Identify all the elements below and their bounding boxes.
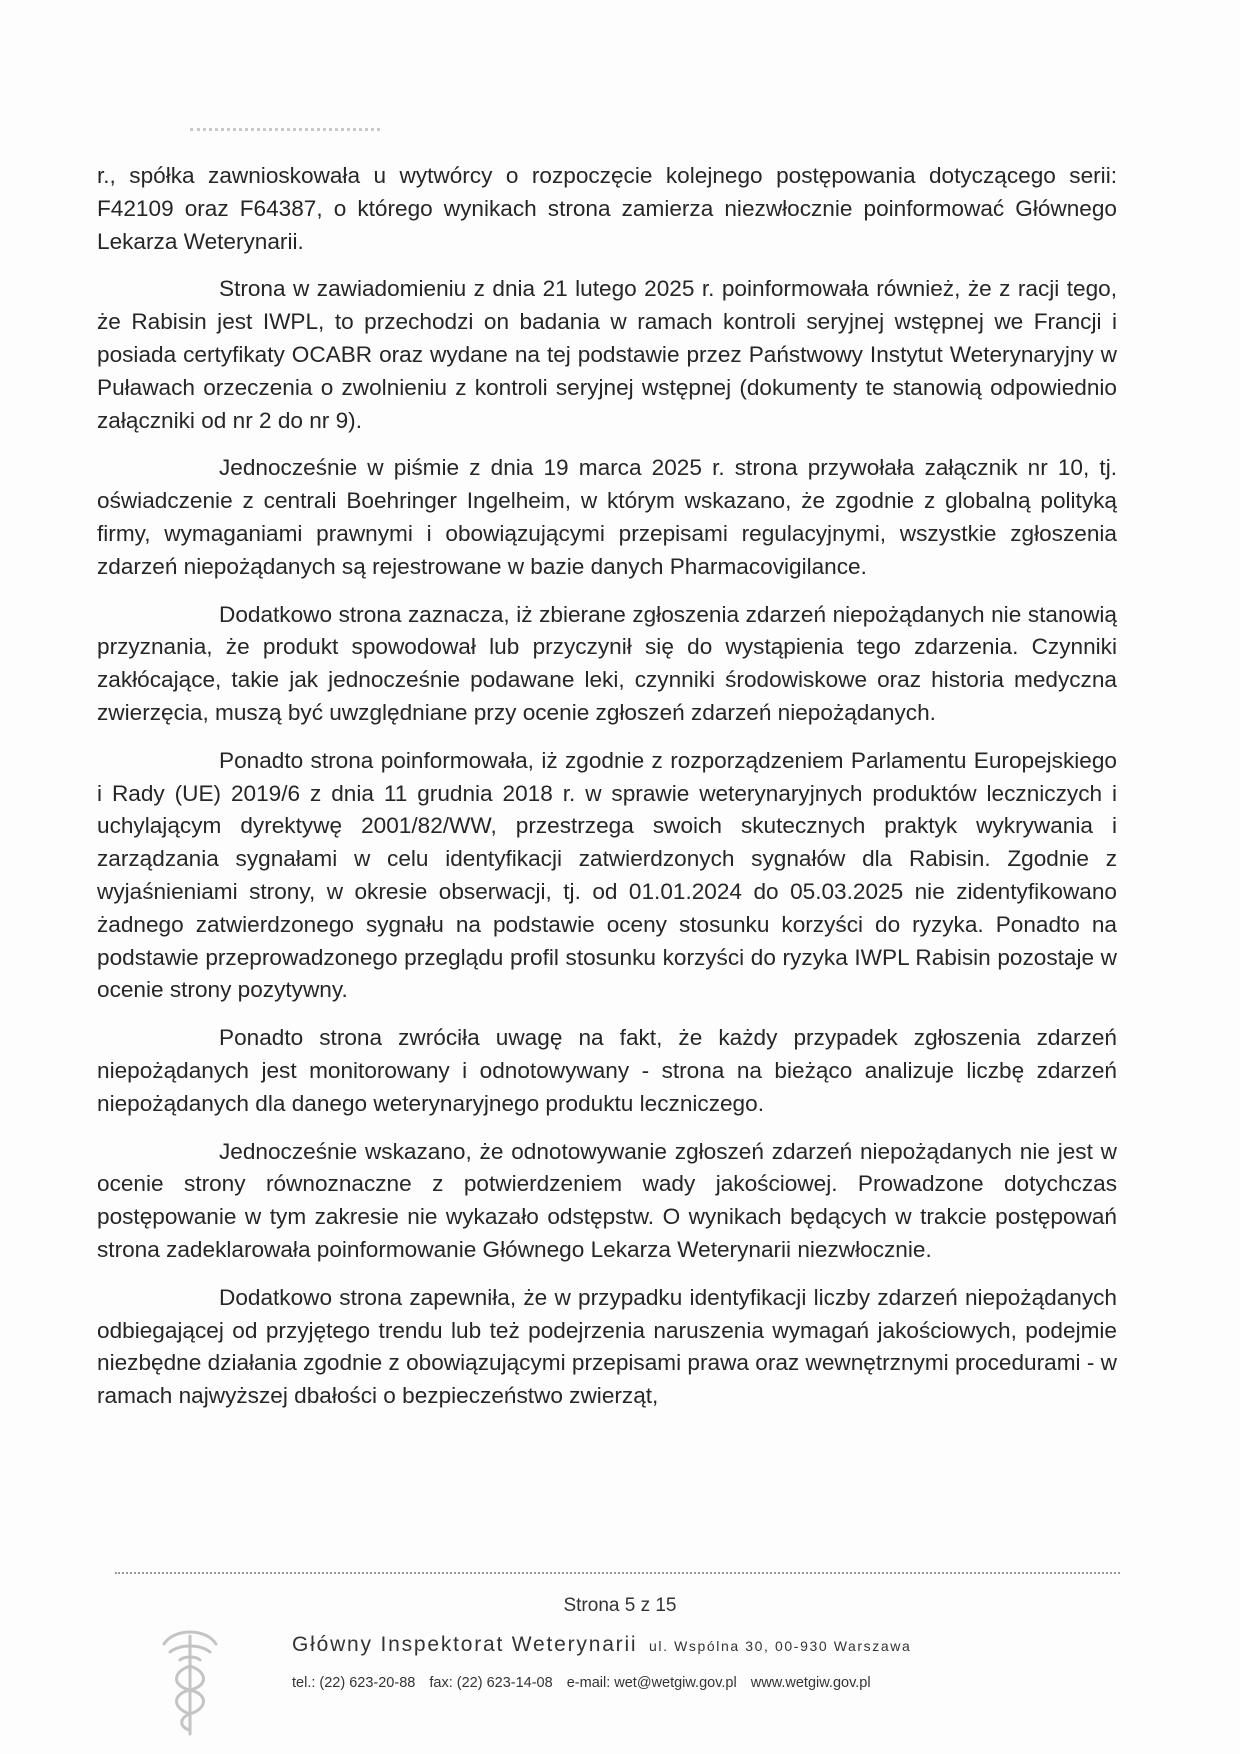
paragraph-continuation: r., spółka zawnioskowała u wytwórcy o rozpoczęcie kolejnego postępowania dotyczącego serii: F42109 oraz F64387, o którego wynikach strona zamierza niezwłocznie poinformować Głównego Lekarza Weterynarii. [97,163,1117,254]
document-body [97,160,1117,1413]
paragraph: Dodatkowo strona zapewniła, że w przypadku identyfikacji liczby zdarzeń niepożądanych odbiegającej od przyjętego trendu lub też podejrzenia naruszenia wymagań jakościowych, podejmie niezbędne działania zgodnie z obowiązującymi przepisami prawa oraz wewnętrznymi procedurami - w ramach najwyższej dbałości o bezpieczeństwo zwierząt, [97,1284,1117,1409]
paragraph: Ponadto strona zwróciła uwagę na fakt, że każdy przypadek zgłoszenia zdarzeń niepożądanych jest monitorowany i odnotowywany - strona na bieżąco analizuje liczbę zdarzeń niepożądanych dla danego weterynaryjnego produktu leczniczego. [97,1025,1117,1116]
footer-divider [115,1572,1120,1574]
scan-artifact [190,128,380,135]
page-number: Strona 5 z 15 [563,1595,677,1616]
fax-number: fax: (22) 623-14-08 [429,1675,553,1691]
paragraph: Ponadto strona poinformowała, iż zgodnie z rozporządzeniem Parlamentu Europejskiego i Rady (UE) 2019/6 z dnia 11 grudnia 2018 r. w sprawie weterynaryjnych produktów leczniczych i uchylającym dyrektywę 2001/82/WW, przestrzega swoich skutecznych praktyk wykrywania i zarządzania sygnałami w celu identyfikacji zatwierdzonych sygnałów dla Rabisin. Zgodnie z wyjaśnieniami strony, w okresie obserwacji, tj. od 01.01.2024 do 05.03.2025 nie zidentyfikowano żadnego zatwierdzonego sygnału na podstawie oceny stosunku korzyści do ryzyka. Ponadto na podstawie przeprowadzonego przeglądu profil stosunku korzyści do ryzyka IWPL Rabisin pozostaje w ocenie strony pozytywny. [97,747,1117,1003]
footer-contact [292,1675,881,1691]
caduceus-logo-icon [150,1622,230,1742]
email-link[interactable]: e-mail: wet@wetgiw.gov.pl [566,1675,737,1691]
organization-address: ul. Wspólna 30, 00-930 Warszawa [649,1638,912,1654]
website-link[interactable]: www.wetgiw.gov.pl [750,1675,871,1691]
paragraph: Strona w zawiadomieniu z dnia 21 lutego 2025 r. poinformowała również, że z racji tego, że Rabisin jest IWPL, to przechodzi on badania w ramach kontroli seryjnej wstępnej we Francji i posiada certyfikaty OCABR oraz wydane na tej podstawie przez Państwowy Instytut Weterynaryjny w Puławach orzeczenia o zwolnieniu z kontroli seryjnej wstępnej (dokumenty te stanowią odpowiednio załączniki od nr 2 do nr 9). [97,276,1117,433]
phone-number: tel.: (22) 623-20-88 [292,1675,416,1691]
footer-organization [292,1633,911,1657]
organization-name: Główny Inspektorat Weterynarii [292,1633,638,1656]
paragraph: Jednocześnie w piśmie z dnia 19 marca 2025 r. strona przywołała załącznik nr 10, tj. oświadczenie z centrali Boehringer Ingelheim, w którym wskazano, że zgodnie z globalną polityką firmy, wymaganiami prawnymi i obowiązującymi przepisami regulacyjnymi, wszystkie zgłoszenia zdarzeń niepożądanych są rejestrowane w bazie danych Pharmacovigilance. [97,455,1117,579]
paragraph: Jednocześnie wskazano, że odnotowywanie zgłoszeń zdarzeń niepożądanych nie jest w ocenie strony równoznaczne z potwierdzeniem wady jakościowej. Prowadzone dotychczas postępowanie w tym zakresie nie wykazało odstępstw. O wynikach będących w trakcie postępowań strona zadeklarowała poinformowanie Głównego Lekarza Weterynarii niezwłocznie. [97,1138,1117,1262]
paragraph: Dodatkowo strona zaznacza, iż zbierane zgłoszenia zdarzeń niepożądanych nie stanowią przyznania, że produkt spowodował lub przyczynił się do wystąpienia tego zdarzenia. Czynniki zakłócające, takie jak jednocześnie podawane leki, czynniki środowiskowe oraz historia medyczna zwierzęcia, muszą być uwzględniane przy ocenie zgłoszeń zdarzeń niepożądanych. [97,601,1117,725]
